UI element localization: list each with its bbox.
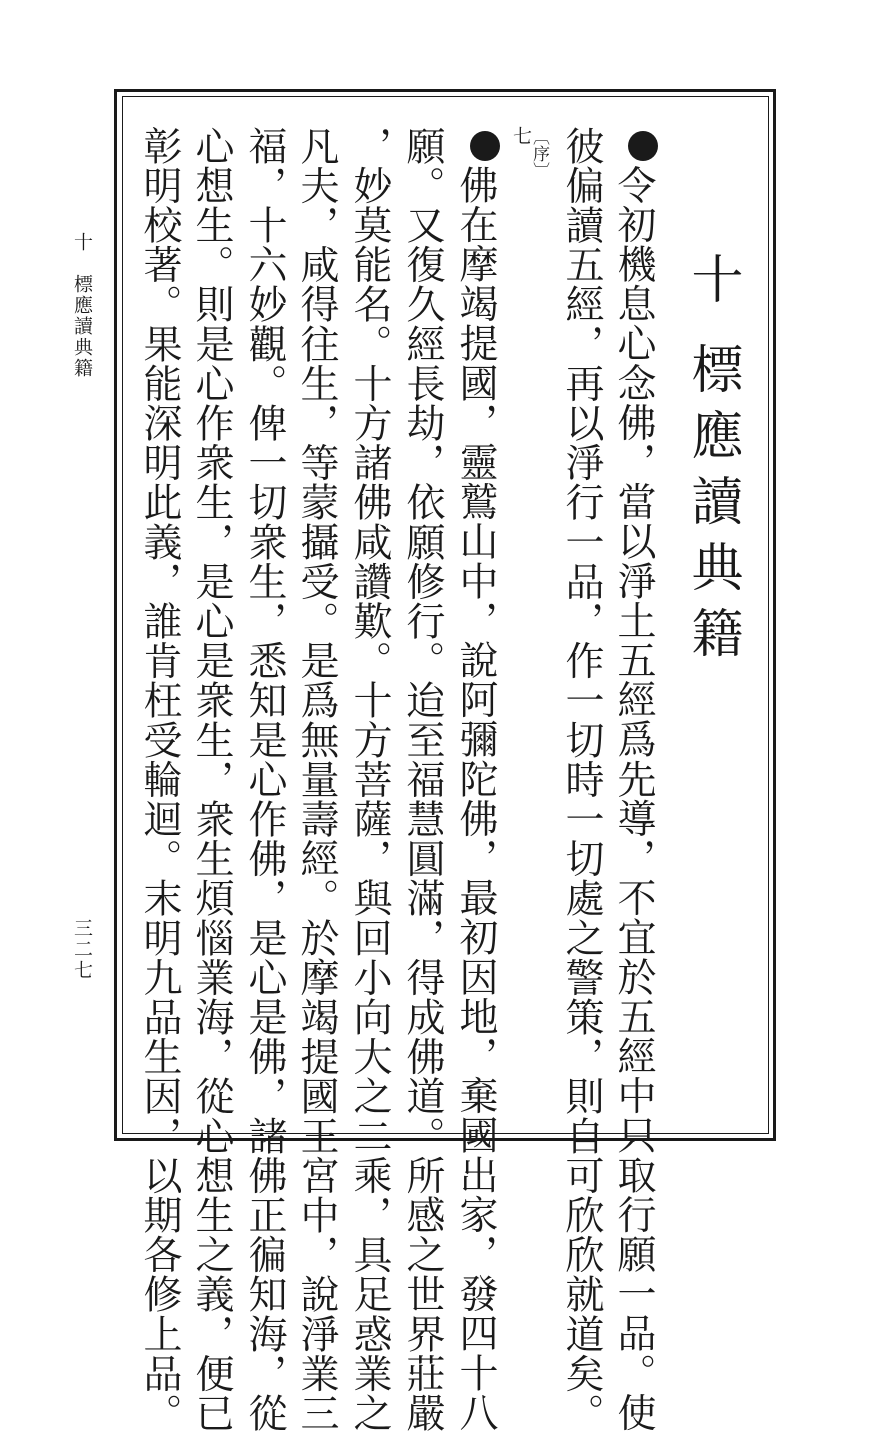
- text-column: 願。又復久經長劫，依願修行。迨至福慧圓滿，得成佛道。所感之世界莊嚴: [400, 126, 445, 1433]
- text-column: 彰明校著。果能深明此義，誰肯枉受輪迴。末明九品生因，以期各修上品。: [137, 126, 182, 1433]
- bullet-dot-icon: [470, 131, 500, 161]
- bullet-dot-icon: [628, 131, 658, 161]
- text-column: 福，十六妙觀。俾一切衆生，悉知是心作佛，是心是佛，諸佛正徧知海，從: [242, 126, 287, 1433]
- source-note-number: 七: [510, 126, 532, 145]
- text-column: 心想生。則是心作衆生，是心是衆生，衆生煩惱業海，從心想生之義，便已: [189, 126, 234, 1433]
- chapter-number: 十: [682, 252, 742, 318]
- text-column: ，妙莫能名。十方諸佛咸讚歎。十方菩薩，與回小向大之二乘，具足惑業之: [347, 126, 392, 1433]
- page-number: 三二七: [71, 918, 93, 981]
- text-column: 凡夫，咸得往生，等蒙攝受。是爲無量壽經。於摩竭提國王宮中，說淨業三: [294, 126, 339, 1433]
- chapter-title: 標應讀典籍: [682, 342, 742, 672]
- text-column: 佛在摩竭提國，靈鷲山中，說阿彌陀佛，最初因地，棄國出家，發四十八: [456, 126, 504, 1432]
- running-head: 十 標應讀典籍: [71, 232, 93, 379]
- chapter-heading: [682, 252, 742, 672]
- source-note-label: 〔序〕: [529, 128, 549, 179]
- text-column: 令初機息心念佛，當以淨土五經爲先導，不宜於五經中只取行願一品。使: [614, 126, 662, 1432]
- text-column: 彼偏讀五經，再以淨行一品，作一切時一切處之警策，則自可欣欣就道矣。: [559, 126, 604, 1433]
